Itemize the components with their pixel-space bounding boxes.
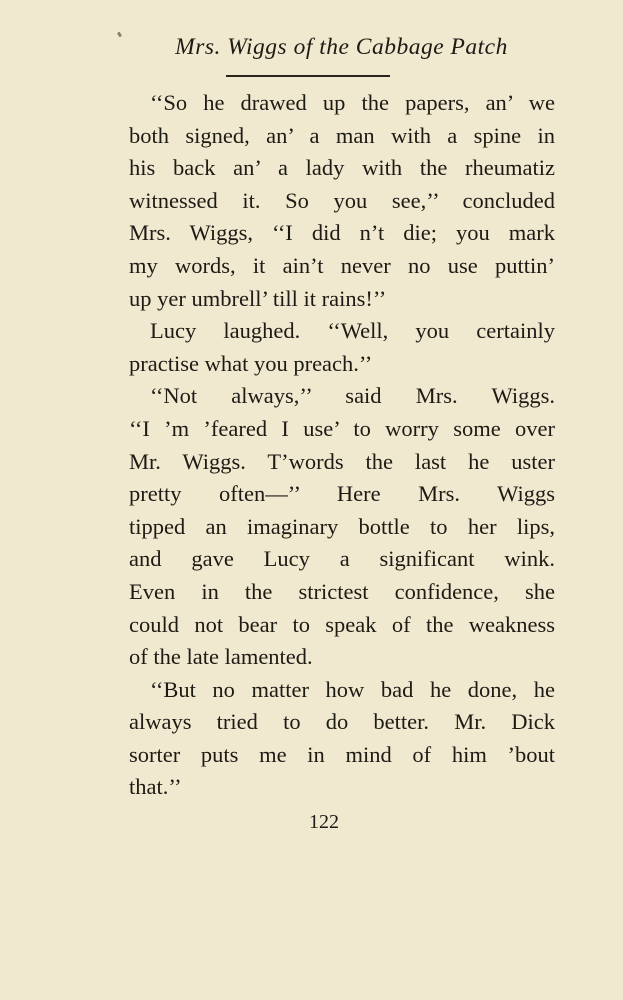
text-line: witnessed it. So you see,’’ concluded [129, 187, 555, 213]
text-line: both signed, an’ a man with a spine in [129, 122, 555, 148]
text-line: could not bear to speak of the weakness [129, 611, 555, 637]
running-title: Mrs. Wiggs of the Cabbage Patch [175, 34, 508, 60]
text-line: Mr. Wiggs. T’words the last he uster [129, 448, 555, 474]
text-line: that.’’ [129, 774, 182, 800]
text-line: Lucy laughed. ‘‘Well, you certainly [150, 318, 555, 344]
page-number: 122 [309, 811, 339, 833]
text-line: sorter puts me in mind of him ’bout [129, 741, 555, 767]
text-line: and gave Lucy a significant wink. [129, 546, 555, 572]
text-line: ‘‘But no matter how bad he done, he [150, 676, 555, 702]
text-line: Even in the strictest confidence, she [129, 578, 555, 604]
text-line: always tried to do better. Mr. Dick [129, 709, 555, 735]
text-line: tipped an imaginary bottle to her lips, [129, 513, 555, 539]
text-line: of the late lamented. [129, 644, 313, 670]
text-line: ‘‘Not always,’’ said Mrs. Wiggs. [150, 383, 555, 409]
text-line: ‘‘So he drawed up the papers, an’ we [150, 90, 555, 115]
text-line: my words, it ain’t never no use puttin’ [129, 252, 555, 278]
text-line: Mrs. Wiggs, ‘‘I did n’t die; you mark [129, 220, 555, 246]
text-line: practise what you preach.’’ [129, 350, 373, 376]
text-line: pretty often—’’ Here Mrs. Wiggs [129, 481, 555, 507]
text-line: ‘‘I ’m ’feared I use’ to worry some over [129, 415, 555, 441]
text-line: up yer umbrell’ till it rains!’’ [129, 285, 387, 311]
body-text [129, 87, 555, 804]
text-line: his back an’ a lady with the rheumatiz [129, 155, 555, 181]
header-rule [226, 75, 390, 77]
